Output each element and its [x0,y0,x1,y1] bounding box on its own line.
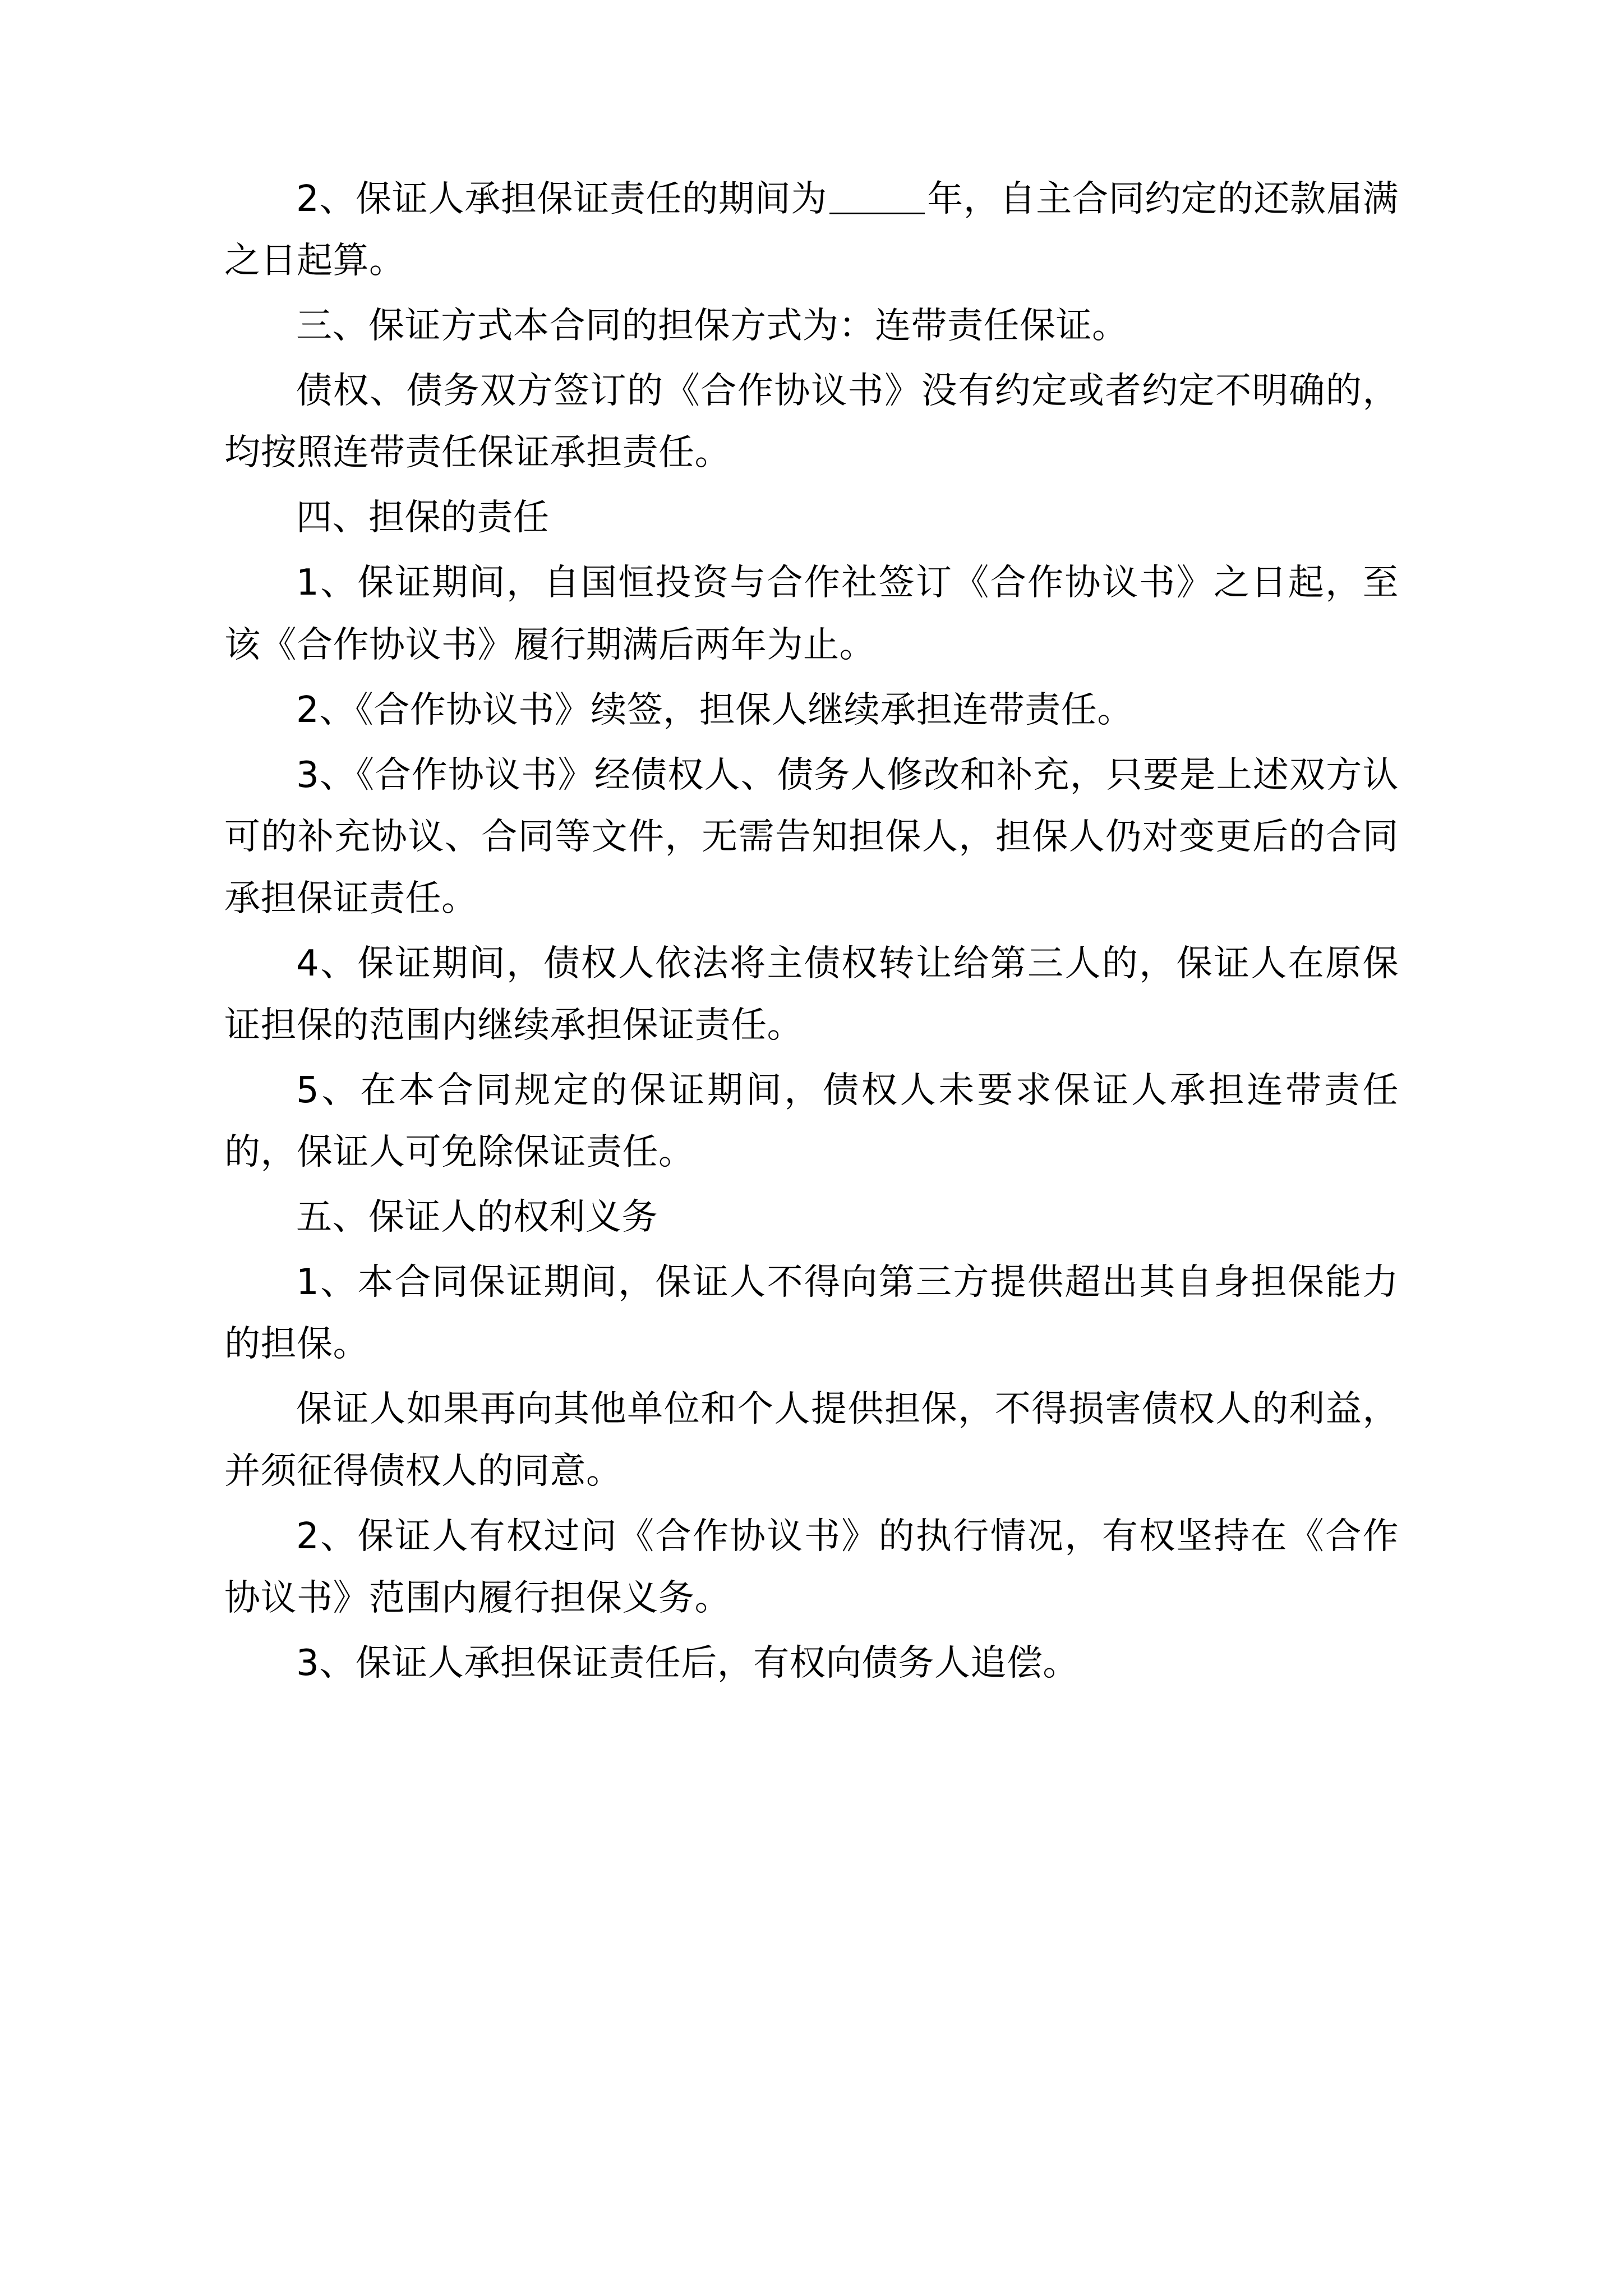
paragraph [224,295,1399,357]
paragraph-text: 1、保证期间，自国恒投资与合作社签订《合作协议书》之日起，至该《合作协议书》履行期满后两年为止。 [224,562,1399,666]
paragraph [224,168,1399,292]
paragraph-text: 5、在本合同规定的保证期间，债权人未要求保证人承担连带责任的，保证人可免除保证责任。 [224,1070,1399,1174]
paragraph-text: 债权、债务双方签订的《合作协议书》没有约定或者约定不明确的，均按照连带责任保证承担责任。 [224,370,1399,474]
paragraph-text: 1、本合同保证期间，保证人不得向第三方提供超出其自身担保能力的担保。 [224,1262,1399,1365]
paragraph-text: 4、保证期间，债权人依法将主债权转让给第三人的，保证人在原保证担保的范围内继续承担保证责任。 [224,942,1399,1047]
paragraph-text: 3、保证人承担保证责任后，有权向债务人追偿。 [296,1642,1079,1684]
paragraph-text: 三、保证方式本合同的担保方式为：连带责任保证。 [296,305,1128,347]
paragraph-text: 保证人如果再向其他单位和个人提供担保，不得损害债权人的利益，并须征得债权人的同意。 [224,1388,1399,1492]
paragraph [224,744,1399,930]
paragraph [224,1378,1399,1502]
paragraph [224,1506,1399,1629]
paragraph [224,933,1399,1056]
paragraph-text: 3、《合作协议书》经债权人、债务人修改和补充，只要是上述双方认可的补充协议、合同等文件，无需告知担保人，担保人仍对变更后的合同承担保证责任。 [224,754,1399,919]
fill-in-blank[interactable] [829,213,925,214]
paragraph-text: 年，自主合同约定的还款届满之日起算。 [224,178,1399,282]
paragraph-text: 五、保证人的权利义务 [296,1197,658,1239]
paragraph [224,552,1399,675]
document-body [224,168,1399,1694]
paragraph [224,1632,1399,1694]
paragraph-text: 2、保证人承担保证责任的期间为 [296,178,828,220]
paragraph [224,1251,1399,1375]
paragraph [224,360,1399,484]
paragraph-text: 四、担保的责任 [296,497,550,539]
paragraph [224,487,1399,549]
paragraph-text: 2、保证人有权过问《合作协议书》的执行情况，有权坚持在《合作协议书》范围内履行担保义务。 [224,1515,1399,1619]
paragraph [224,679,1399,741]
paragraph [224,1060,1399,1183]
paragraph [224,1186,1399,1248]
paragraph-text: 2、《合作协议书》续签，担保人继续承担连带责任。 [296,689,1133,731]
